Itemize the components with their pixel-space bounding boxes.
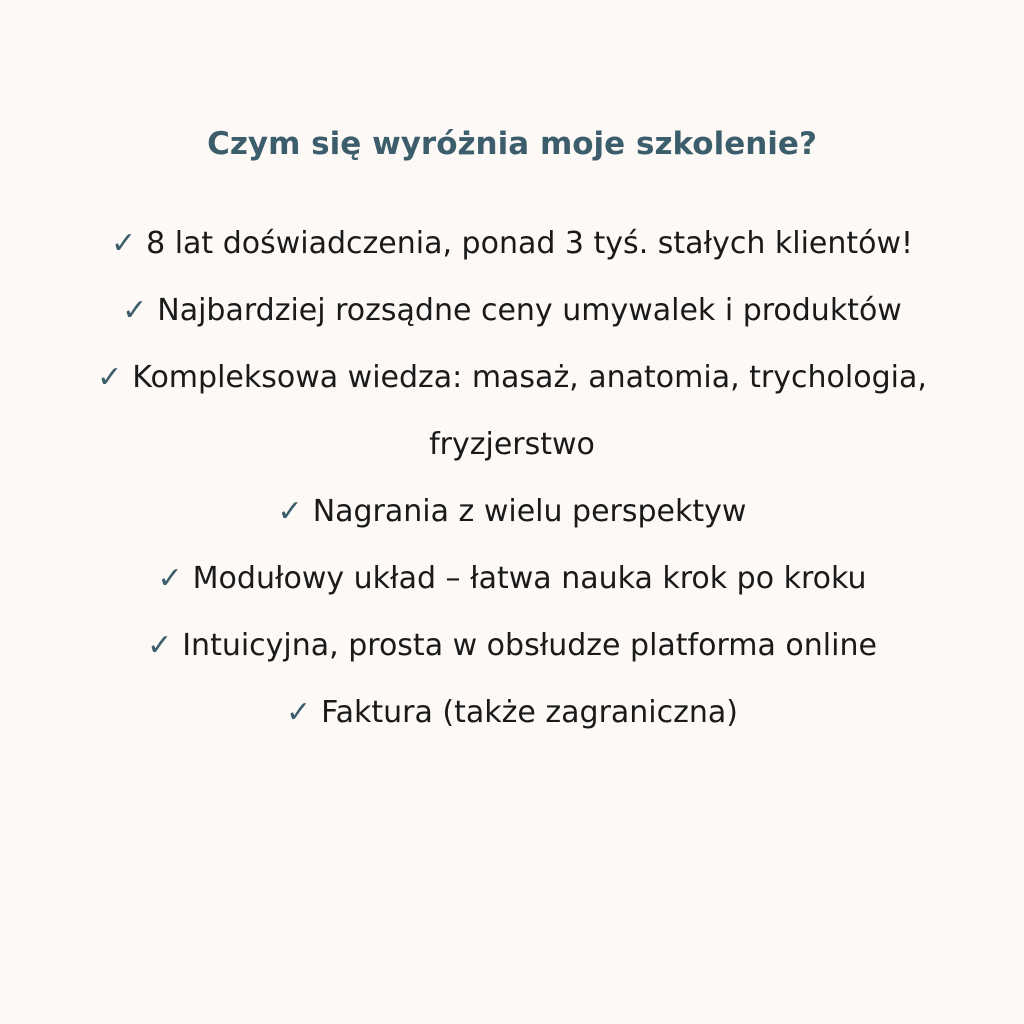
- check-icon: ✓: [110, 226, 137, 261]
- page-title: Czym się wyróżnia moje szkolenie?: [207, 126, 817, 162]
- check-icon: ✓: [122, 293, 148, 328]
- feature-text: Kompleksowa wiedza: masaż, anatomia, trychologia, fryzjerstwo: [132, 360, 927, 462]
- list-item: [60, 344, 964, 478]
- check-icon: ✓: [97, 360, 123, 395]
- feature-text: Najbardziej rozsądne ceny umywalek i produktów: [157, 293, 902, 328]
- list-item: [60, 545, 964, 612]
- list-item: [60, 210, 964, 277]
- list-item: [60, 277, 964, 344]
- list-item: [60, 679, 964, 746]
- feature-text: Intuicyjna, prosta w obsłudze platforma online: [182, 628, 877, 663]
- feature-text: 8 lat doświadczenia, ponad 3 tyś. stałych klientów!: [146, 226, 914, 261]
- list-item: [60, 478, 964, 545]
- check-icon: ✓: [286, 695, 312, 730]
- feature-text: Nagrania z wielu perspektyw: [312, 494, 747, 529]
- feature-text: Modułowy układ – łatwa nauka krok po kroku: [192, 561, 867, 596]
- list-item: [60, 612, 964, 679]
- feature-text: Faktura (także zagraniczna): [321, 695, 738, 730]
- check-icon: ✓: [147, 628, 173, 663]
- feature-list: [60, 210, 964, 746]
- check-icon: ✓: [157, 561, 183, 596]
- check-icon: ✓: [277, 494, 303, 529]
